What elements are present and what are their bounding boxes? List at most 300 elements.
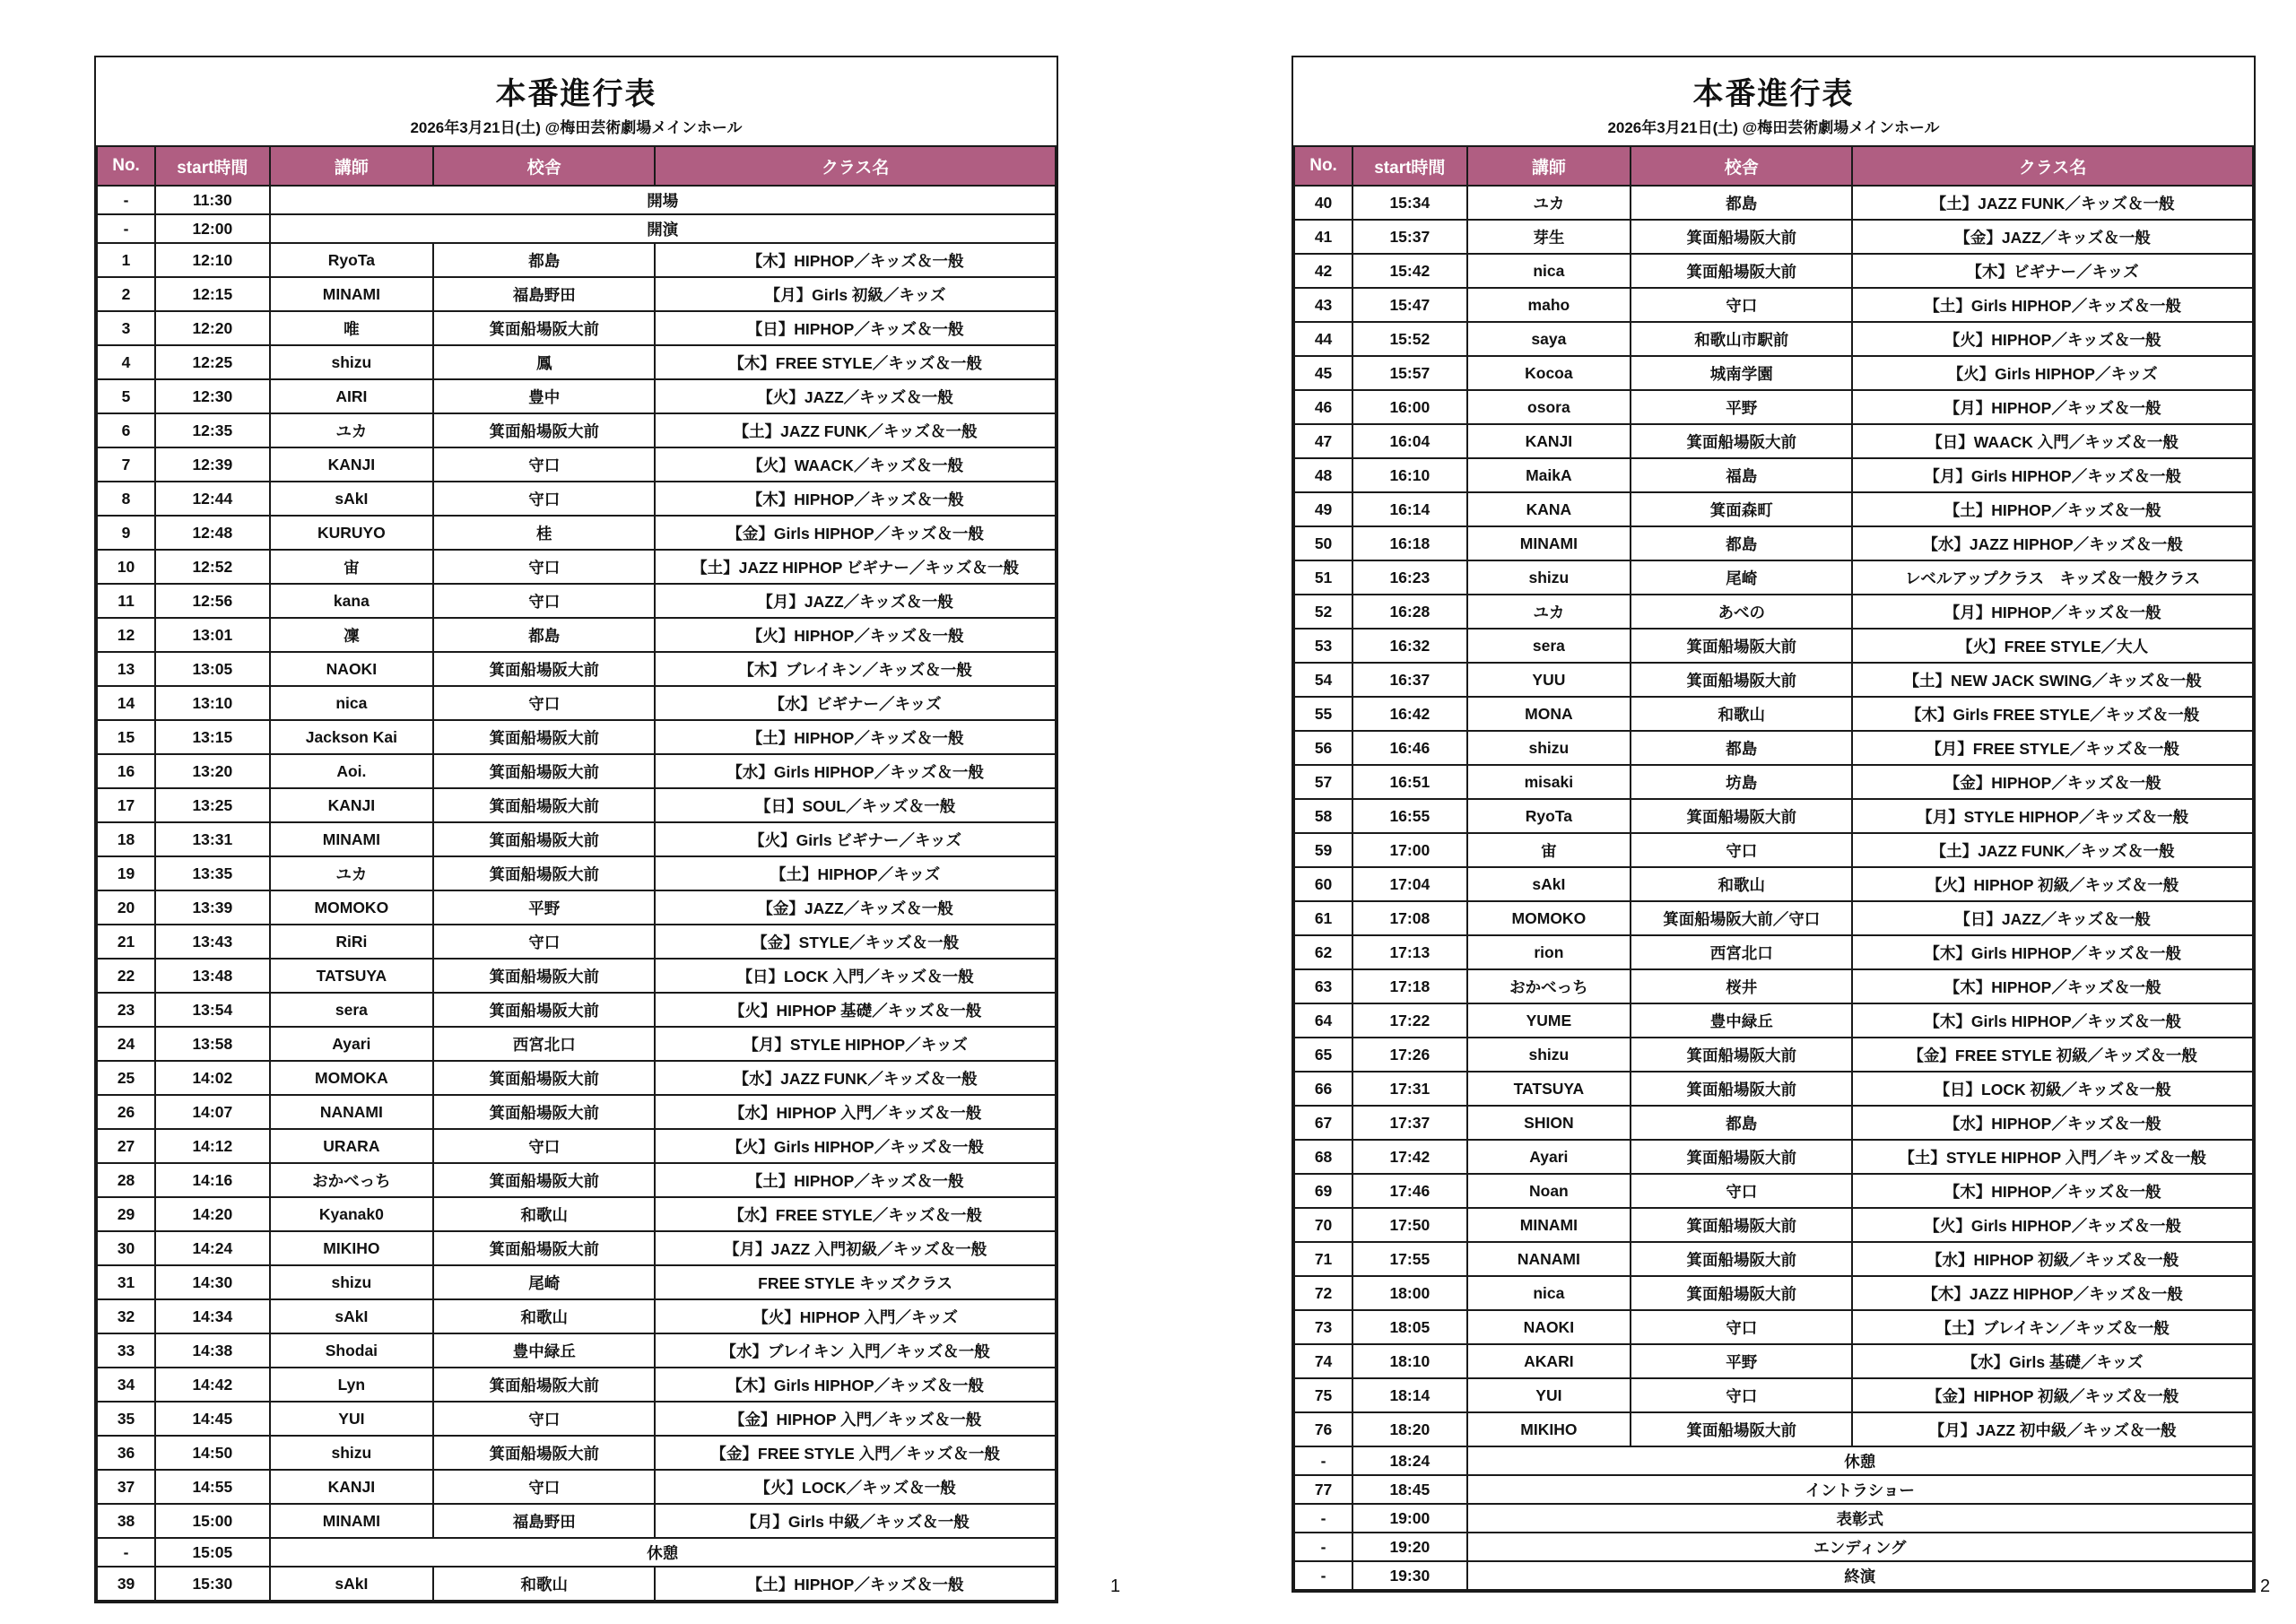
school-cell: 箕面船場阪大前 [1631,1140,1852,1174]
row-number-cell: 22 [97,959,155,993]
table-row [97,652,1056,686]
table-row [97,1436,1056,1470]
class-name-cell: 【日】SOUL／キッズ＆一般 [655,788,1056,822]
class-name-cell: 【月】HIPHOP／キッズ＆一般 [1852,595,2253,629]
class-name-cell: 【金】JAZZ／キッズ＆一般 [1852,220,2253,254]
table-row [1294,799,2253,833]
school-cell: 箕面船場阪大前／守口 [1631,901,1852,935]
table-row [97,413,1056,447]
teacher-cell: KURUYO [270,516,434,550]
school-cell: 和歌山 [433,1299,655,1333]
event-row [97,214,1056,243]
start-time-cell: 12:15 [155,277,269,311]
start-time-cell: 13:01 [155,618,269,652]
start-time-cell: 16:37 [1352,663,1466,697]
table-row [97,1470,1056,1504]
start-time-cell: 14:30 [155,1265,269,1299]
row-number-cell: 13 [97,652,155,686]
teacher-cell: TATSUYA [1467,1072,1631,1106]
school-cell: 箕面船場阪大前 [433,1061,655,1095]
class-name-cell: 【木】HIPHOP／キッズ＆一般 [1852,969,2253,1003]
class-name-cell: 【水】HIPHOP 初級／キッズ＆一般 [1852,1242,2253,1276]
class-name-cell: 【土】HIPHOP／キッズ＆一般 [655,1567,1056,1601]
teacher-cell: MIKIHO [270,1231,434,1265]
start-time-cell: 11:30 [155,186,269,214]
schedule-page-2 [1292,56,2256,1593]
teacher-cell: rion [1467,935,1631,969]
row-number-cell: 45 [1294,356,1352,390]
start-time-cell: 13:43 [155,925,269,959]
row-number-cell: 68 [1294,1140,1352,1174]
start-time-cell: 17:04 [1352,867,1466,901]
school-cell: 都島 [433,243,655,277]
row-number-cell: 56 [1294,731,1352,765]
start-time-cell: 17:31 [1352,1072,1466,1106]
class-name-cell: 【土】HIPHOP／キッズ [655,856,1056,890]
schedule-table-body [1294,186,2253,1590]
school-cell: 西宮北口 [1631,935,1852,969]
start-time-cell: 16:14 [1352,492,1466,526]
row-number-cell: 28 [97,1163,155,1197]
start-time-cell: 13:35 [155,856,269,890]
row-number-cell: 48 [1294,458,1352,492]
start-time-cell: 16:55 [1352,799,1466,833]
event-row [1294,1533,2253,1561]
class-name-cell: 【日】LOCK 入門／キッズ＆一般 [655,959,1056,993]
class-name-cell: 【水】FREE STYLE／キッズ＆一般 [655,1197,1056,1231]
start-time-cell: 16:04 [1352,424,1466,458]
teacher-cell: kana [270,584,434,618]
event-cell: 開演 [270,214,1056,243]
class-name-cell: 【月】JAZZ／キッズ＆一般 [655,584,1056,618]
row-number-cell: 42 [1294,254,1352,288]
class-name-cell: 【木】Girls HIPHOP／キッズ＆一般 [655,1368,1056,1402]
teacher-cell: MONA [1467,697,1631,731]
school-cell: 箕面船場阪大前 [433,413,655,447]
teacher-cell: NAOKI [1467,1310,1631,1344]
page-number-2: 2 [2260,1576,2271,1596]
row-number-cell: 9 [97,516,155,550]
table-row [1294,526,2253,560]
school-cell: 守口 [1631,1174,1852,1208]
start-time-cell: 14:38 [155,1333,269,1368]
table-row [1294,492,2253,526]
school-cell: 都島 [1631,186,1852,220]
start-time-cell: 17:50 [1352,1208,1466,1242]
column-header: 講師 [1467,146,1631,186]
class-name-cell: 【水】JAZZ HIPHOP／キッズ＆一般 [1852,526,2253,560]
table-row [1294,1242,2253,1276]
table-row [1294,1310,2253,1344]
event-cell: エンディング [1467,1533,2253,1561]
row-number-cell: 33 [97,1333,155,1368]
row-number-cell: 17 [97,788,155,822]
start-time-cell: 14:20 [155,1197,269,1231]
start-time-cell: 16:18 [1352,526,1466,560]
teacher-cell: TATSUYA [270,959,434,993]
start-time-cell: 16:00 [1352,390,1466,424]
table-row [1294,356,2253,390]
teacher-cell: saya [1467,322,1631,356]
row-number-cell: 46 [1294,390,1352,424]
school-cell: 箕面船場阪大前 [433,652,655,686]
row-number-cell: 35 [97,1402,155,1436]
table-row [97,1129,1056,1163]
school-cell: 都島 [1631,1106,1852,1140]
table-row [97,311,1056,345]
class-name-cell: 【水】ブレイキン 入門／キッズ＆一般 [655,1333,1056,1368]
start-time-cell: 18:00 [1352,1276,1466,1310]
school-cell: 豊中緑丘 [433,1333,655,1368]
table-row [97,379,1056,413]
school-cell: 箕面船場阪大前 [433,959,655,993]
table-row [97,584,1056,618]
start-time-cell: 14:24 [155,1231,269,1265]
school-cell: 尾崎 [1631,560,1852,595]
class-name-cell: 【火】LOCK／キッズ＆一般 [655,1470,1056,1504]
class-name-cell: 【水】JAZZ FUNK／キッズ＆一般 [655,1061,1056,1095]
class-name-cell: レベルアップクラス キッズ＆一般クラス [1852,560,2253,595]
start-time-cell: 12:56 [155,584,269,618]
school-cell: 守口 [433,686,655,720]
table-row [97,482,1056,516]
school-cell: 守口 [1631,1378,1852,1412]
school-cell: 箕面船場阪大前 [433,311,655,345]
table-row [1294,1140,2253,1174]
teacher-cell: MOMOKO [1467,901,1631,935]
schedule-page-1 [94,56,1058,1603]
row-number-cell: 37 [97,1470,155,1504]
row-number-cell: 6 [97,413,155,447]
start-time-cell: 12:48 [155,516,269,550]
table-row [1294,1344,2253,1378]
school-cell: 箕面船場阪大前 [433,754,655,788]
class-name-cell: 【火】HIPHOP 入門／キッズ [655,1299,1056,1333]
table-row [1294,458,2253,492]
row-number-cell: 69 [1294,1174,1352,1208]
table-row [97,447,1056,482]
school-cell: 箕面森町 [1631,492,1852,526]
start-time-cell: 16:42 [1352,697,1466,731]
schedule-table [96,145,1057,1602]
class-name-cell: 【火】WAACK／キッズ＆一般 [655,447,1056,482]
table-row [1294,629,2253,663]
start-time-cell: 17:00 [1352,833,1466,867]
class-name-cell: 【月】HIPHOP／キッズ＆一般 [1852,390,2253,424]
start-time-cell: 14:12 [155,1129,269,1163]
row-number-cell: 30 [97,1231,155,1265]
teacher-cell: KANA [1467,492,1631,526]
class-name-cell: 【木】Girls HIPHOP／キッズ＆一般 [1852,935,2253,969]
row-number-cell: 36 [97,1436,155,1470]
page-header [1293,57,2254,145]
row-number-cell: 67 [1294,1106,1352,1140]
start-time-cell: 12:52 [155,550,269,584]
school-cell: 箕面船場阪大前 [433,720,655,754]
start-time-cell: 17:26 [1352,1038,1466,1072]
start-time-cell: 17:55 [1352,1242,1466,1276]
class-name-cell: 【土】ブレイキン／キッズ＆一般 [1852,1310,2253,1344]
table-row [1294,424,2253,458]
class-name-cell: 【金】STYLE／キッズ＆一般 [655,925,1056,959]
teacher-cell: sAkI [1467,867,1631,901]
school-cell: 箕面船場阪大前 [1631,1276,1852,1310]
teacher-cell: MIKIHO [1467,1412,1631,1446]
table-row [97,925,1056,959]
class-name-cell: 【月】STYLE HIPHOP／キッズ [655,1027,1056,1061]
table-row [1294,390,2253,424]
start-time-cell: 12:20 [155,311,269,345]
class-name-cell: 【木】ビギナー／キッズ [1852,254,2253,288]
table-row [1294,220,2253,254]
teacher-cell: shizu [270,345,434,379]
table-row [97,822,1056,856]
start-time-cell: 13:58 [155,1027,269,1061]
start-time-cell: 16:51 [1352,765,1466,799]
school-cell: 平野 [1631,390,1852,424]
teacher-cell: shizu [1467,560,1631,595]
row-number-cell: 27 [97,1129,155,1163]
school-cell: 桜井 [1631,969,1852,1003]
teacher-cell: Kocoa [1467,356,1631,390]
table-row [1294,254,2253,288]
class-name-cell: 【火】Girls HIPHOP／キッズ [1852,356,2253,390]
start-time-cell: 12:39 [155,447,269,482]
row-number-cell: 77 [1294,1475,1352,1504]
class-name-cell: 【月】JAZZ 初中級／キッズ＆一般 [1852,1412,2253,1446]
school-cell: あべの [1631,595,1852,629]
table-row [97,1027,1056,1061]
school-cell: 箕面船場阪大前 [1631,220,1852,254]
table-row [97,720,1056,754]
table-row [97,856,1056,890]
teacher-cell: RiRi [270,925,434,959]
row-number-cell: 76 [1294,1412,1352,1446]
school-cell: 守口 [433,1402,655,1436]
table-row [1294,833,2253,867]
start-time-cell: 15:52 [1352,322,1466,356]
row-number-cell: 40 [1294,186,1352,220]
start-time-cell: 13:10 [155,686,269,720]
class-name-cell: 【火】HIPHOP 基礎／キッズ＆一般 [655,993,1056,1027]
school-cell: 箕面船場阪大前 [433,788,655,822]
teacher-cell: misaki [1467,765,1631,799]
start-time-cell: 17:22 [1352,1003,1466,1038]
class-name-cell: 【土】HIPHOP／キッズ＆一般 [655,1163,1056,1197]
column-header: クラス名 [1852,146,2253,186]
row-number-cell: 5 [97,379,155,413]
teacher-cell: nica [1467,254,1631,288]
table-row [97,550,1056,584]
school-cell: 和歌山市駅前 [1631,322,1852,356]
row-number-cell: 8 [97,482,155,516]
column-header: 校舎 [433,146,655,186]
school-cell: 都島 [433,618,655,652]
row-number-cell: 3 [97,311,155,345]
table-row [97,243,1056,277]
page-title: 本番進行表 [1692,77,1855,111]
class-name-cell: 【水】Girls HIPHOP／キッズ＆一般 [655,754,1056,788]
start-time-cell: 17:18 [1352,969,1466,1003]
row-number-cell: 18 [97,822,155,856]
event-cell: 表彰式 [1467,1504,2253,1533]
class-name-cell: 【木】HIPHOP／キッズ＆一般 [655,482,1056,516]
start-time-cell: 18:20 [1352,1412,1466,1446]
class-name-cell: 【土】Girls HIPHOP／キッズ＆一般 [1852,288,2253,322]
teacher-cell: Jackson Kai [270,720,434,754]
teacher-cell: MaikA [1467,458,1631,492]
class-name-cell: 【土】HIPHOP／キッズ＆一般 [1852,492,2253,526]
start-time-cell: 17:46 [1352,1174,1466,1208]
teacher-cell: AKARI [1467,1344,1631,1378]
table-row [1294,663,2253,697]
start-time-cell: 18:24 [1352,1446,1466,1475]
table-row [97,1231,1056,1265]
class-name-cell: 【火】HIPHOP 初級／キッズ＆一般 [1852,867,2253,901]
teacher-cell: RyoTa [270,243,434,277]
start-time-cell: 14:16 [155,1163,269,1197]
class-name-cell: 【水】HIPHOP／キッズ＆一般 [1852,1106,2253,1140]
table-row [97,1567,1056,1601]
class-name-cell: 【土】JAZZ HIPHOP ビギナー／キッズ＆一般 [655,550,1056,584]
table-row [1294,1174,2253,1208]
teacher-cell: sera [270,993,434,1027]
class-name-cell: 【水】Girls 基礎／キッズ [1852,1344,2253,1378]
row-number-cell: 19 [97,856,155,890]
start-time-cell: 16:10 [1352,458,1466,492]
row-number-cell: 10 [97,550,155,584]
teacher-cell: ユカ [1467,595,1631,629]
table-row [97,993,1056,1027]
school-cell: 箕面船場阪大前 [1631,629,1852,663]
class-name-cell: 【火】Girls HIPHOP／キッズ＆一般 [655,1129,1056,1163]
row-number-cell: 11 [97,584,155,618]
teacher-cell: maho [1467,288,1631,322]
school-cell: 平野 [1631,1344,1852,1378]
table-row [1294,1106,2253,1140]
class-name-cell: 【火】FREE STYLE／大人 [1852,629,2253,663]
class-name-cell: 【金】HIPHOP 初級／キッズ＆一般 [1852,1378,2253,1412]
class-name-cell: 【日】JAZZ／キッズ＆一般 [1852,901,2253,935]
start-time-cell: 15:30 [155,1567,269,1601]
table-row [1294,1412,2253,1446]
start-time-cell: 12:25 [155,345,269,379]
table-row [1294,1038,2253,1072]
school-cell: 桂 [433,516,655,550]
row-number-cell: 54 [1294,663,1352,697]
row-number-cell: 2 [97,277,155,311]
teacher-cell: YUI [270,1402,434,1436]
teacher-cell: KANJI [270,447,434,482]
event-row [1294,1561,2253,1590]
row-number-cell: 32 [97,1299,155,1333]
class-name-cell: 【木】Girls HIPHOP／キッズ＆一般 [1852,1003,2253,1038]
row-number-cell: 21 [97,925,155,959]
page-subtitle: 2026年3月21日(土) @梅田芸術劇場メインホール [410,119,743,136]
class-name-cell: 【金】Girls HIPHOP／キッズ＆一般 [655,516,1056,550]
school-cell: 箕面船場阪大前 [1631,424,1852,458]
class-name-cell: 【土】JAZZ FUNK／キッズ＆一般 [655,413,1056,447]
start-time-cell: 13:39 [155,890,269,925]
event-row [1294,1446,2253,1475]
class-name-cell: 【金】HIPHOP／キッズ＆一般 [1852,765,2253,799]
class-name-cell: 【土】JAZZ FUNK／キッズ＆一般 [1852,186,2253,220]
class-name-cell: 【木】FREE STYLE／キッズ＆一般 [655,345,1056,379]
event-cell: 休憩 [270,1538,1056,1567]
teacher-cell: KANJI [270,788,434,822]
row-number-cell: 41 [1294,220,1352,254]
school-cell: 箕面船場阪大前 [1631,1072,1852,1106]
table-row [97,1163,1056,1197]
row-number-cell: - [1294,1504,1352,1533]
teacher-cell: 唯 [270,311,434,345]
start-time-cell: 14:45 [155,1402,269,1436]
school-cell: 守口 [433,550,655,584]
row-number-cell: 61 [1294,901,1352,935]
school-cell: 箕面船場阪大前 [1631,1038,1852,1072]
column-header: No. [97,146,155,186]
row-number-cell: 51 [1294,560,1352,595]
school-cell: 豊中 [433,379,655,413]
school-cell: 箕面船場阪大前 [433,1095,655,1129]
teacher-cell: MOMOKO [270,890,434,925]
class-name-cell: 【火】HIPHOP／キッズ＆一般 [1852,322,2253,356]
row-number-cell: 72 [1294,1276,1352,1310]
row-number-cell: 64 [1294,1003,1352,1038]
class-name-cell: 【日】WAACK 入門／キッズ＆一般 [1852,424,2253,458]
class-name-cell: 【木】HIPHOP／キッズ＆一般 [655,243,1056,277]
row-number-cell: - [97,186,155,214]
row-number-cell: 23 [97,993,155,1027]
school-cell: 箕面船場阪大前 [433,993,655,1027]
start-time-cell: 15:34 [1352,186,1466,220]
row-number-cell: 29 [97,1197,155,1231]
school-cell: 箕面船場阪大前 [433,856,655,890]
row-number-cell: 53 [1294,629,1352,663]
table-row [97,277,1056,311]
table-row [97,788,1056,822]
start-time-cell: 14:42 [155,1368,269,1402]
row-number-cell: - [1294,1561,1352,1590]
row-number-cell: 24 [97,1027,155,1061]
table-row [1294,765,2253,799]
school-cell: 箕面船場阪大前 [1631,1208,1852,1242]
row-number-cell: 16 [97,754,155,788]
row-number-cell: 34 [97,1368,155,1402]
class-name-cell: 【金】FREE STYLE 入門／キッズ＆一般 [655,1436,1056,1470]
table-row [97,516,1056,550]
start-time-cell: 12:35 [155,413,269,447]
start-time-cell: 12:10 [155,243,269,277]
start-time-cell: 14:55 [155,1470,269,1504]
class-name-cell: 【金】JAZZ／キッズ＆一般 [655,890,1056,925]
row-number-cell: 31 [97,1265,155,1299]
table-row [97,686,1056,720]
table-row [1294,322,2253,356]
table-row [97,959,1056,993]
schedule-table [1293,145,2254,1591]
event-row [97,1538,1056,1567]
teacher-cell: Ayari [270,1027,434,1061]
table-row [1294,595,2253,629]
school-cell: 箕面船場阪大前 [433,1436,655,1470]
teacher-cell: 宙 [1467,833,1631,867]
start-time-cell: 13:05 [155,652,269,686]
school-cell: 平野 [433,890,655,925]
event-row [1294,1475,2253,1504]
row-number-cell: 20 [97,890,155,925]
teacher-cell: NANAMI [270,1095,434,1129]
